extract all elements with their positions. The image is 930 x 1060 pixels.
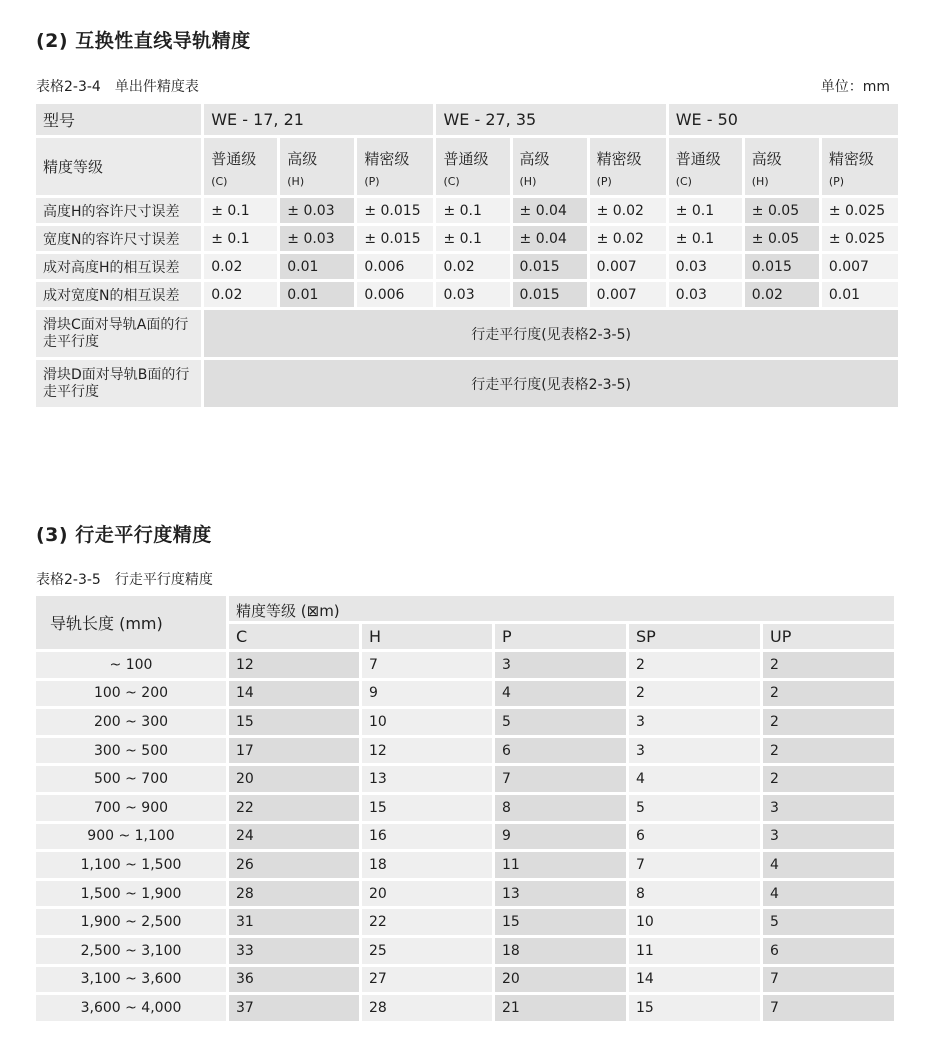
table-cell: ± 0.025: [822, 226, 898, 251]
table-cell: 8: [629, 881, 760, 907]
grade-header-cell: [204, 138, 277, 195]
table-cell: ± 0.1: [669, 226, 742, 251]
table-cell: 15: [629, 995, 760, 1021]
table-cell: 18: [362, 852, 492, 878]
table-cell: 2: [763, 738, 894, 764]
grade-code: (C): [211, 175, 228, 188]
table-cell: 0.006: [357, 254, 433, 279]
table-cell: ± 0.025: [822, 198, 898, 223]
table-cell: 4: [495, 681, 626, 707]
grade-col-header: P: [495, 624, 626, 649]
table-cell: ± 0.1: [204, 198, 277, 223]
table-2-3-5: [33, 593, 897, 1024]
table-cell: 0.02: [436, 254, 509, 279]
table-cell: 6: [495, 738, 626, 764]
table-cell: 7: [495, 766, 626, 792]
table-cell: 2: [629, 652, 760, 678]
table-cell: ± 0.015: [357, 198, 433, 223]
table-cell: 0.015: [513, 282, 587, 307]
table-cell: 25: [362, 938, 492, 964]
table-row: [36, 360, 898, 407]
table-cell: 10: [629, 909, 760, 935]
table-row: [36, 198, 898, 223]
table-cell: 20: [362, 881, 492, 907]
table-cell: 37: [229, 995, 359, 1021]
grade-name: 高级: [751, 150, 782, 168]
length-cell: 2,500 ~ 3,100: [36, 938, 226, 964]
table-cell: 9: [495, 824, 626, 850]
length-cell: 900 ~ 1,100: [36, 824, 226, 850]
table-cell: 31: [229, 909, 359, 935]
table-cell: ± 0.05: [745, 198, 819, 223]
table-cell: 4: [629, 766, 760, 792]
table-2-3-5-caption: 表格2-3-5 行走平行度精度: [36, 572, 213, 588]
grade-name: 精密级: [828, 150, 874, 168]
table-cell: 17: [229, 738, 359, 764]
table-cell: 2: [763, 681, 894, 707]
grade-name: 精密级: [364, 150, 410, 168]
table-cell: 3: [495, 652, 626, 678]
table-cell: ± 0.03: [280, 226, 354, 251]
length-cell: ~ 100: [36, 652, 226, 678]
table-cell: 2: [763, 709, 894, 735]
table-cell: 0.007: [590, 282, 666, 307]
table-row: [36, 824, 894, 850]
table-row: [36, 738, 894, 764]
table-cell: 9: [362, 681, 492, 707]
table-cell: 0.02: [204, 254, 277, 279]
grade-header-label: 精度等级: [36, 138, 201, 195]
table-cell: 16: [362, 824, 492, 850]
table-row: [36, 310, 898, 357]
table-cell: ± 0.04: [513, 226, 587, 251]
grade-col-header: C: [229, 624, 359, 649]
table-cell: ± 0.04: [513, 198, 587, 223]
grade-name: 普通级: [675, 150, 721, 168]
table-cell: 0.01: [280, 254, 354, 279]
table-cell: 0.015: [745, 254, 819, 279]
table-cell: 5: [763, 909, 894, 935]
table-cell: 3: [629, 738, 760, 764]
table-row: [36, 709, 894, 735]
grade-col-header: SP: [629, 624, 760, 649]
grade-code: (C): [675, 175, 692, 188]
table-cell: 8: [495, 795, 626, 821]
length-cell: 200 ~ 300: [36, 709, 226, 735]
table-cell: 14: [229, 681, 359, 707]
grade-header-cell: [669, 138, 742, 195]
merged-cell: 行走平行度(见表格2-3-5): [204, 360, 898, 407]
merged-cell: 行走平行度(见表格2-3-5): [204, 310, 898, 357]
table-row: [36, 254, 898, 279]
grade-col-header: UP: [763, 624, 894, 649]
grade-header: 精度等级 (⊠m): [229, 596, 894, 621]
length-cell: 1,500 ~ 1,900: [36, 881, 226, 907]
table-row: [36, 652, 894, 678]
table-cell: 0.015: [513, 254, 587, 279]
model-header: WE - 17, 21: [204, 104, 433, 135]
model-header-label: 型号: [36, 104, 201, 135]
table-cell: 28: [362, 995, 492, 1021]
table-cell: 15: [229, 709, 359, 735]
table-cell: 3: [763, 824, 894, 850]
grade-header-cell: [590, 138, 666, 195]
row-label: 宽度N的容许尺寸误差: [36, 226, 201, 251]
length-cell: 3,600 ~ 4,000: [36, 995, 226, 1021]
grade-header-cell: [822, 138, 898, 195]
table-cell: 3: [763, 795, 894, 821]
table-cell: ± 0.02: [590, 226, 666, 251]
table-cell: 5: [629, 795, 760, 821]
table-cell: 20: [229, 766, 359, 792]
grade-code: (P): [364, 175, 380, 188]
table-row: [36, 795, 894, 821]
table-cell: 0.02: [745, 282, 819, 307]
table-row: [36, 909, 894, 935]
grade-col-header: H: [362, 624, 492, 649]
table-cell: 10: [362, 709, 492, 735]
section3-title: (3) 行走平行度精度: [36, 524, 212, 546]
grade-code: (H): [519, 175, 537, 188]
table-cell: 0.007: [590, 254, 666, 279]
table-cell: 12: [362, 738, 492, 764]
grade-code: (P): [596, 175, 612, 188]
table-cell: 13: [495, 881, 626, 907]
table-row: [36, 852, 894, 878]
table-cell: 13: [362, 766, 492, 792]
table-cell: 6: [629, 824, 760, 850]
table-cell: 6: [763, 938, 894, 964]
table-row: [36, 681, 894, 707]
table-cell: 2: [629, 681, 760, 707]
table-cell: 7: [629, 852, 760, 878]
model-header: WE - 27, 35: [436, 104, 665, 135]
length-cell: 3,100 ~ 3,600: [36, 967, 226, 993]
row-label: 滑块D面对导轨B面的行走平行度: [36, 360, 201, 407]
table-cell: ± 0.03: [280, 198, 354, 223]
table-row: [36, 967, 894, 993]
table-cell: 24: [229, 824, 359, 850]
table-row: [36, 995, 894, 1021]
table-2-3-4: [33, 101, 901, 410]
table-cell: 28: [229, 881, 359, 907]
table-row: [36, 938, 894, 964]
table-cell: 11: [629, 938, 760, 964]
grade-header-cell: [436, 138, 509, 195]
table-cell: 22: [229, 795, 359, 821]
table-cell: 18: [495, 938, 626, 964]
table-cell: 0.01: [822, 282, 898, 307]
table-cell: 3: [629, 709, 760, 735]
table-cell: 33: [229, 938, 359, 964]
table-cell: ± 0.1: [669, 198, 742, 223]
grade-name: 普通级: [211, 150, 257, 168]
table-cell: ± 0.1: [436, 198, 509, 223]
model-header: WE - 50: [669, 104, 898, 135]
table-cell: 22: [362, 909, 492, 935]
grade-header-cell: [357, 138, 433, 195]
length-cell: 1,900 ~ 2,500: [36, 909, 226, 935]
table-cell: 0.006: [357, 282, 433, 307]
table-2-3-4-caption: 表格2-3-4 单出件精度表: [36, 79, 199, 95]
table-cell: ± 0.02: [590, 198, 666, 223]
length-cell: 700 ~ 900: [36, 795, 226, 821]
table-row: [36, 766, 894, 792]
length-cell: 1,100 ~ 1,500: [36, 852, 226, 878]
table-cell: 15: [495, 909, 626, 935]
table-cell: ± 0.015: [357, 226, 433, 251]
table-cell: 20: [495, 967, 626, 993]
grade-header-cell: [513, 138, 587, 195]
table-cell: 2: [763, 766, 894, 792]
table-cell: 0.03: [669, 254, 742, 279]
table-cell: 5: [495, 709, 626, 735]
table-cell: 36: [229, 967, 359, 993]
table-row: [36, 282, 898, 307]
table-cell: 0.03: [436, 282, 509, 307]
table-cell: ± 0.1: [204, 226, 277, 251]
grade-code: (H): [751, 175, 769, 188]
grade-code: (H): [287, 175, 305, 188]
table-cell: ± 0.05: [745, 226, 819, 251]
grade-name: 精密级: [596, 150, 642, 168]
grade-name: 普通级: [443, 150, 489, 168]
length-cell: 300 ~ 500: [36, 738, 226, 764]
table-cell: 4: [763, 881, 894, 907]
table-cell: 7: [763, 967, 894, 993]
table-cell: 0.007: [822, 254, 898, 279]
table-cell: 26: [229, 852, 359, 878]
grade-header-cell: [280, 138, 354, 195]
table-cell: 2: [763, 652, 894, 678]
table-cell: 12: [229, 652, 359, 678]
row-label: 成对高度H的相互误差: [36, 254, 201, 279]
table-cell: 15: [362, 795, 492, 821]
table-cell: 14: [629, 967, 760, 993]
grade-header-cell: [745, 138, 819, 195]
grade-name: 高级: [519, 150, 550, 168]
length-header: 导轨长度 (mm): [36, 596, 226, 649]
table-cell: 0.02: [204, 282, 277, 307]
table-cell: 4: [763, 852, 894, 878]
table-cell: 27: [362, 967, 492, 993]
table-cell: 7: [362, 652, 492, 678]
unit-label: 单位：mm: [820, 79, 890, 95]
table-cell: 11: [495, 852, 626, 878]
grade-name: 高级: [287, 150, 318, 168]
table-row: [36, 881, 894, 907]
table-cell: ± 0.1: [436, 226, 509, 251]
table-cell: 7: [763, 995, 894, 1021]
table-cell: 0.01: [280, 282, 354, 307]
row-label: 滑块C面对导轨A面的行走平行度: [36, 310, 201, 357]
length-cell: 100 ~ 200: [36, 681, 226, 707]
table-row: [36, 226, 898, 251]
row-label: 成对宽度N的相互误差: [36, 282, 201, 307]
table-cell: 0.03: [669, 282, 742, 307]
grade-code: (C): [443, 175, 460, 188]
length-cell: 500 ~ 700: [36, 766, 226, 792]
section2-title: (2) 互换性直线导轨精度: [36, 30, 251, 52]
table-cell: 21: [495, 995, 626, 1021]
row-label: 高度H的容许尺寸误差: [36, 198, 201, 223]
grade-code: (P): [828, 175, 845, 188]
